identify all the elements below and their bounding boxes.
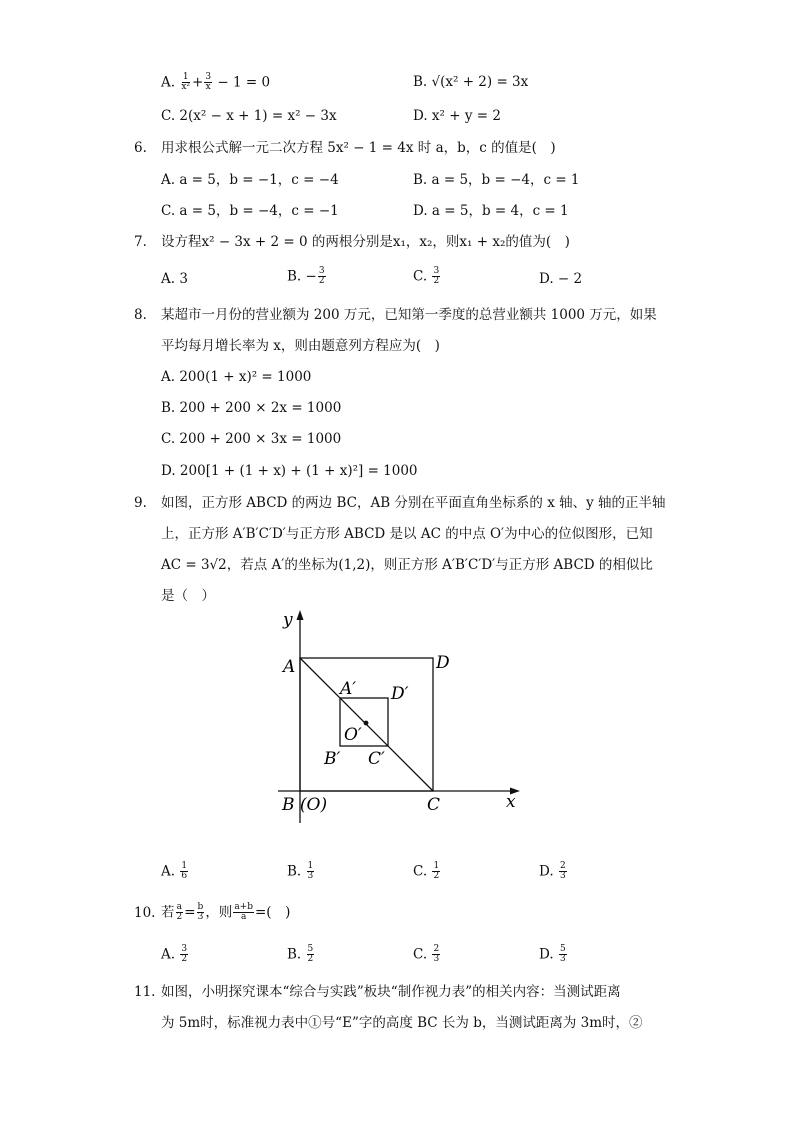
q9-number: 9.: [134, 495, 147, 511]
q8-stem-line2: 平均每月增长率为 x，则由题意列方程应为( ): [161, 338, 440, 354]
q6-option-c: C. a = 5，b = −4，c = −1: [161, 203, 339, 219]
q10-option-c: C. $\frac{2}{3}$: [413, 944, 440, 965]
q11-stem-line2: 为 5m时，标准视力表中①号“E”字的高度 BC 长为 b，当测试距离为 3m时，②: [161, 1015, 643, 1031]
q9-stem-line4: 是（ ）: [161, 588, 215, 604]
fraction: $\frac{3}{x}$: [205, 72, 212, 93]
q11-number: 11.: [134, 984, 156, 1000]
q10-option-d: D. $\frac{5}{3}$: [539, 944, 566, 965]
q10-stem: 若 $\frac{a}{2}$ = $\frac{b}{3}$ ，则 $\frac{a+b}{a}$ =( ): [161, 902, 291, 923]
label-d1: D′: [391, 684, 409, 704]
q7-option-d: D. − 2: [539, 271, 583, 287]
q5-option-d: D. x² + y = 2: [413, 108, 501, 124]
q7-option-b: B. − $\frac{3}{2}$: [287, 266, 325, 287]
q8-stem-line1: 某超市一月份的营业额为 200 万元，已知第一季度的总营业额共 1000 万元，如果: [161, 307, 657, 323]
center-o1-point: [364, 721, 369, 726]
q9-stem-line1: 如图，正方形 ABCD 的两边 BC，AB 分别在平面直角坐标系的 x 轴、y 轴的正半轴: [161, 495, 666, 511]
label-d: D: [436, 653, 450, 673]
q5-option-a: A. $\frac{1}{\text{x²}}$ + $\frac{3}{x}$ − 1 = 0: [161, 72, 271, 93]
q8-option-b: B. 200 + 200 × 2x = 1000: [161, 400, 342, 416]
q9-option-d: D. $\frac{2}{3}$: [539, 861, 566, 882]
y-axis-arrow: [297, 610, 304, 620]
q7-stem: 设方程x² − 3x + 2 = 0 的两根分别是x₁，x₂，则x₁ + x₂的值为( ): [161, 234, 570, 250]
q10-option-b: B. $\frac{5}{2}$: [287, 944, 314, 965]
q9-stem-line3: AC = 3√2，若点 A′的坐标为(1,2)，则正方形 A′B′C′D′与正方形 ABCD 的相似比: [161, 557, 653, 573]
q10-number: 10.: [134, 905, 156, 921]
label-c1: C′: [368, 749, 385, 769]
label-x: x: [506, 792, 516, 812]
q7-option-a: A. 3: [161, 271, 188, 287]
label-c: C: [427, 795, 441, 815]
label-b-origin: B (O): [282, 795, 328, 815]
q6-stem: 用求根公式解一元二次方程 5x² − 1 = 4x 时 a，b，c 的值是( ): [161, 140, 556, 156]
q9-option-c: C. $\frac{1}{2}$: [413, 861, 440, 882]
fraction: $\frac{1}{\text{x²}}$: [181, 72, 191, 93]
q7-option-c: C. $\frac{3}{2}$: [413, 266, 440, 287]
q8-option-d: D. 200[1 + (1 + x) + (1 + x)²] = 1000: [161, 463, 418, 479]
q6-option-d: D. a = 5，b = 4，c = 1: [413, 203, 569, 219]
q8-option-c: C. 200 + 200 × 3x = 1000: [161, 431, 342, 447]
q5-option-b: B. √(x² + 2) = 3x: [413, 74, 529, 90]
q5-option-c: C. 2(x² − x + 1) = x² − 3x: [161, 108, 337, 124]
q6-number: 6.: [134, 140, 147, 156]
q9-figure: [268, 608, 530, 828]
label-b1: B′: [324, 749, 341, 769]
q9-option-a: A. $\frac{1}{6}$: [161, 861, 188, 882]
q10-option-a: A. $\frac{3}{2}$: [161, 944, 188, 965]
label-a1: A′: [340, 679, 357, 699]
label-y: y: [283, 610, 293, 630]
q6-option-a: A. a = 5，b = −1，c = −4: [161, 172, 339, 188]
q8-option-a: A. 200(1 + x)² = 1000: [161, 369, 312, 385]
q6-option-b: B. a = 5，b = −4，c = 1: [413, 172, 580, 188]
q9-option-b: B. $\frac{1}{3}$: [287, 861, 314, 882]
q8-number: 8.: [134, 307, 147, 323]
q7-number: 7.: [134, 234, 147, 250]
label-a: A: [283, 657, 296, 677]
q11-stem-line1: 如图，小明探究课本“综合与实践”板块“制作视力表”的相关内容：当测试距离: [161, 984, 621, 1000]
label-o1: O′: [344, 725, 362, 745]
q9-stem-line2: 上，正方形 A′B′C′D′与正方形 ABCD 是以 AC 的中点 O′为中心的位似图形，已知: [161, 526, 653, 542]
